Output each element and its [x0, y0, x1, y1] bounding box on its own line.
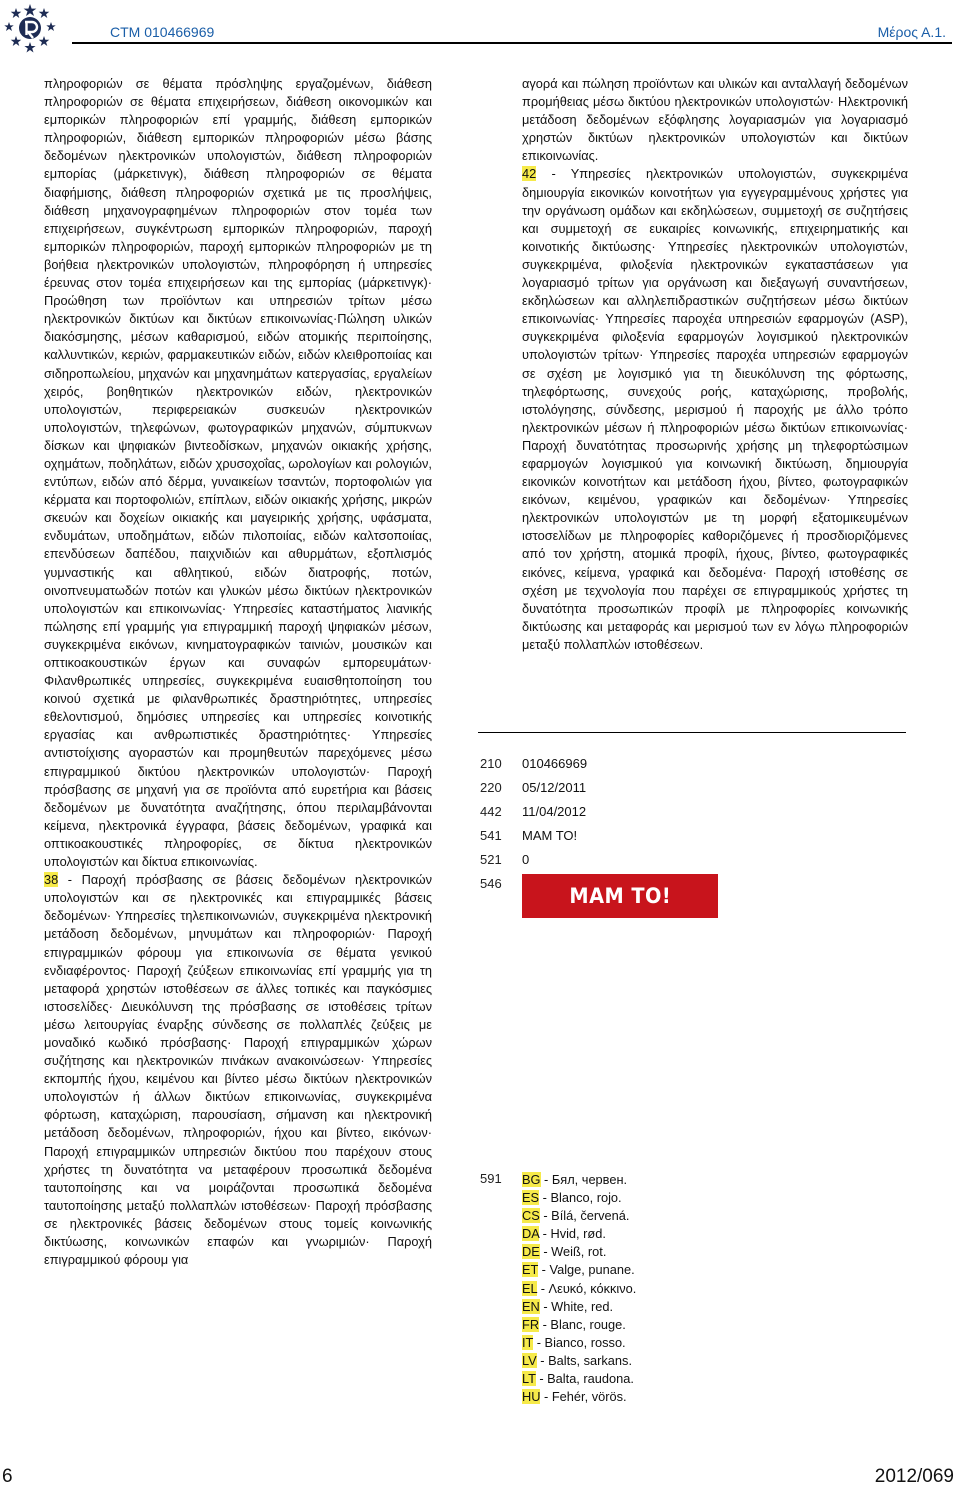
language-code: CS: [522, 1208, 540, 1224]
class42-entry: [522, 165, 908, 654]
color-text: - Бял, червен.: [540, 1172, 628, 1187]
language-code: ET: [522, 1262, 539, 1278]
color-text: - Bianco, rosso.: [533, 1334, 626, 1350]
field-code: 546: [480, 876, 502, 891]
color-entry: [522, 1243, 782, 1261]
colors-claimed-list: [522, 1171, 782, 1406]
color-entry: [522, 1261, 782, 1279]
field-value: 05/12/2011: [522, 780, 587, 795]
color-text: - Valge, punane.: [538, 1262, 635, 1278]
color-entry: [522, 1370, 782, 1388]
color-text: - Balta, raudona.: [535, 1371, 634, 1387]
field-value: 0: [522, 852, 530, 867]
field-code: 442: [480, 804, 502, 819]
field-code: 220: [480, 780, 502, 795]
bulletin-issue: 2012/069: [874, 1466, 954, 1487]
field-code: 521: [480, 852, 502, 867]
language-code: HU: [522, 1389, 541, 1405]
class42-number: 42: [522, 166, 537, 182]
class38-number: 38: [44, 872, 59, 888]
language-code: BG: [522, 1172, 541, 1187]
color-text: - Λευκό, κόκκινο.: [537, 1280, 637, 1296]
left-column: [44, 75, 432, 1415]
language-code: DA: [522, 1226, 540, 1242]
field-code: 210: [480, 756, 502, 771]
color-text: - Blanc, rouge.: [539, 1316, 626, 1332]
page-number: 6: [2, 1466, 13, 1487]
language-code: ES: [522, 1190, 540, 1206]
class38-text: - Παροχή πρόσβασης σε βάσεις δεδομένων ηλεκτρονικών υπολογιστών και σε ηλεκτρονικές και επιγραμμικές βάσεις δεδομένων· Υπηρεσίες τηλεπικοινωνιών, συγκεκριμένα ηλεκτρονική μετάδοση δεδομένων, μηνυμάτων και πληροφοριών· Παροχή επιγραμμικών φόρουμ για επικοινωνία σε θέματα γενικού ενδιαφέροντος· Παροχή ζεύξεων επικοινωνίας επί γραμμής για τη μεταφορά χρηστών ιστοθέσεων σε άλλες τοπικές και παγκόσμιες ιστοσελίδες· Διευκόλυνση της πρόσβασης σε ιστοθέσεις τρίτων μέσω λειτουργίας έναρξης σύνδεσης σε πολλαπλές ζεύξεις με μοναδικό κωδικό πρόσβασης· Παροχή επιγραμμικών χώρων συζήτησης και ηλεκτρονικών πινάκων ανακοινώσεων· Υπηρεσίες εκπομπής ήχου, κειμένου και βίντεο μέσω δικτύων ηλεκτρονικών υπολογιστών ή άλλων δικτύων επικοινωνίας, συγκεκριμένα φόρτωση, καταχώριση, παρουσίαση, σήμανση και ηλεκτρονική μετάδοση δεδομένων, πληροφοριών, ήχου και βίντεο, εικόνων· Παροχή επιγραμμικών υπηρεσιών δικτύου που παρέχουν στους χρήστες τη δυνατότητα να μεταφέρουν προσωπικά δεδομένα ταυτοποίησης και να μοιράζονται προσωπικά δεδομένα ταυτοποίησης μεταξύ πολλαπλών ιστοθέσεων· Παροχή πρόσβασης σε ηλεκτρονικές βάσεις δεδομένων στους τομείς κοινωνικής δικτύωσης, κοινωνικών επαφών και γνωριμιών· Παροχή επιγραμμικού φόρουμ για: [44, 872, 432, 1268]
class38-entry: [44, 871, 432, 1269]
color-text: - Fehér, vörös.: [540, 1389, 627, 1405]
class38-continuation: αγορά και πώληση προϊόντων και υλικών και ανταλλαγή δεδομένων προμήθειας μέσω δικτύου ηλεκτρονικών υπολογιστών· Ηλεκτρονική μετάδοση δεδομένων εξόφλησης λογαριασμών για λογαριασμό χρηστών δικτύων ηλεκτρονικών υπολογιστών και δικτύων επικοινωνίας.: [522, 76, 908, 164]
color-entry: [522, 1189, 782, 1207]
color-entry: [522, 1298, 782, 1316]
language-code: LT: [522, 1371, 536, 1387]
color-text: - White, red.: [539, 1298, 614, 1314]
color-text: - Balts, sarkans.: [536, 1352, 632, 1368]
field-value: MAM TO!: [522, 828, 578, 843]
color-entry: [522, 1207, 782, 1225]
color-text: - Hvid, rød.: [539, 1226, 606, 1242]
color-text: - Bílá, červená.: [539, 1208, 630, 1224]
color-entry: [522, 1316, 782, 1334]
language-code: EL: [522, 1280, 538, 1296]
language-code: LV: [522, 1352, 537, 1368]
color-entry: [522, 1388, 782, 1406]
language-code: EN: [522, 1298, 540, 1314]
class35-continuation: πληροφοριών σε θέματα πρόσληψης εργαζομένων, διάθεση πληροφοριών σε θέματα επιχειρήσεων, διάθεση οικονομικών και εμπορικών πληροφοριών επί γραμμής, διάθεση εμπορικών πληροφοριών, διάθεση εμπορικών πληροφοριών μέσω βάσης δεδομένων ηλεκτρονικών υπολογιστών, διάθεση πληροφοριών εμπορίας (μάρκετινγκ), διάθεση πληροφοριών σε θέματα διαφήμισης, διάθεση πληροφοριών σχετικά με τις προσλήψεις, διάθεση μηχανογραφημένων πληροφοριών στον τομέα των επιχειρήσεων, συγκέντρωση εμπορικών πληροφοριών, παροχή εμπορικών πληροφοριών, παροχή εμπορικών πληροφοριών με τη βοήθεια ηλεκτρονικών υπολογιστών, πληροφόρηση ή υπηρεσίες έρευνας στον τομέα επιχειρήσεων και της εμπορίας (μάρκετινγκ)· Προώθηση των προϊόντων και υπηρεσιών τρίτων μέσω ηλεκτρονικών δικτύων και δικτύων επικοινωνίας·Πώληση υλικών διακόσμησης, μέσων καθαρισμού, ειδών ατομικής περιποίησης, καλλυντικών, κεριών, φαρμακευτικών ειδών, ειδών κλειθροποιίας και σιδηροπωλείου, μηχανών και μηχανημάτων κατεργασίας, εργαλείων χειρός, βοηθητικών ηλεκτρονικών ειδών, ηλεκτρονικών υπολογιστών, περιφερειακών συσκευών ηλεκτρονικών υπολογιστών, τηλεφώνων, φωτογραφικών μηχανών, σύμπυκνων δίσκων και ψηφιακών βιντεοδίσκων, μηχανών οικιακής χρήσης, οχημάτων, ποδηλάτων, ειδών χρυσοχοΐας, ωρολογίων και ρολογιών, εντύπων, ειδών από δέρμα, γυναικείων τσαντών, πορτοφολιών για κέρματα και πορτοφολιών, επίπλων, ειδών οικιακής χρήσης, μικρών σκευών και δοχείων οικιακής και μαγειρικής χρήσης, υφάσματα, ενδυμάτων, υποδημάτων, ειδών πιλοποιίας, ειδών καλτσοποιίας, επενδύσεων δαπέδου, παιχνιδιών και αθυρμάτων, εξοπλισμός γυμναστικής και αθλητικού, ειδών διατροφής, ποτών, οινοπνευματωδών ποτών και γλυκών μέσω δικτύων ηλεκτρονικών υπολογιστών και επικοινωνίας· Υπηρεσίες καταστήματος λιανικής πώλησης επί γραμμής για επιγραμμική παροχή ψηφιακών μέσων, συγκεκριμένα εικόνων, κινηματογραφικών ταινιών, μουσικών και οπτικοακουστικών έργων και συναφών εμπορευμάτων· Φιλανθρωπικές υπηρεσίες, συγκεκριμένα ευαισθητοποίηση του κοινού σχετικά με φιλανθρωπικές δραστηριότητες, υπηρεσίες εθελοντισμού, δημόσιες υπηρεσίες και υπηρεσίες κοινοτικής εργασίας και ανθρωπιστικές δραστηριότητες· Υπηρεσίες αντιστοίχισης αγοραστών και προμηθευτών παρεχόμενες μέσω επιγραμμικού δικτύου ηλεκτρονικών υπολογιστών· Παροχή πρόσβασης σε μηχανή για σε προϊόντα από ευρετήρια και βάσεις δεδομένων με δυνατότητα αναζήτησης, όπου περιλαμβάνονται κείμενα, ηλεκτρονικά έγγραφα, βάσεις δεδομένων, γραφικά και οπτικοακουστικές πληροφορίες, σε δίκτυα ηλεκτρονικών υπολογιστών και δίκτυα επικοινωνίας.: [44, 76, 432, 870]
language-code: FR: [522, 1316, 540, 1332]
header-rule: [72, 42, 952, 44]
color-entry: [522, 1225, 782, 1243]
class42-text: - Υπηρεσίες ηλεκτρονικών υπολογιστών, συγκεκριμένα δημιουργία εικονικών κοινοτήτων για εγγεγραμμένους χρήστες για την οργάνωση ομάδων και εκδηλώσεων, συμμετοχή σε συζητήσεις και συμμετοχή σε ευκαιρίες κοινωνικής, επιχειρηματικής και κοινοτικής δικτύωσης· Υπηρεσίες ηλεκτρονικών υπολογιστών, συγκεκριμένα, φιλοξενία ηλεκτρονικών εγκαταστάσεων για λογαριασμό τρίτων για οργάνωση και διεξαγωγή συναντήσεων, εκδηλώσεων και αλληλεπιδραστικών συζητήσεων μέσω δικτύων επικοινωνίας· Υπηρεσίες παροχέα υπηρεσιών εφαρμογών (ASP), συγκεκριμένα φιλοξενία εφαρμογών λογισμικού ηλεκτρονικών υπολογιστών τρίτων· Υπηρεσίες παροχέα υπηρεσιών εφαρμογών σε σχέση με λογισμικό για τη διευκόλυνση της φόρτωσης, τηλεφόρτωσης, συνεχούς ροής, καταχώρισης, προβολής, ιστολόγησης, σύνδεσης, μερισμού ή παροχής με άλλο τρόπο ηλεκτρονικών μέσων ή πληροφοριών μέσω δικτύων επικοινωνίας· Παροχή δυνατότητας προσωρινής χρήσης μη τηλεφορτώσιμων εφαρμογών λογισμικού για κοινωνική δικτύωση, δημιουργία εικονικών κοινοτήτων και μετάδοση ήχου, βίντεο, φωτογραφικών εικόνων, κειμένου, γραφικών και δεδομένων· Υπηρεσίες ηλεκτρονικών υπολογιστών με τη μορφή εξατομικευμένων ιστοσελίδων με πληροφορίες καθοριζόμενες ή προσδιοριζόμενες από τον χρήστη, ατομικά προφίλ, ήχους, βίντεο, φωτογραφικές εικόνες, κείμενα, γραφικά και δεδομένα· Παροχή ιστοθέσης σε σχέση με τεχνολογία που παρέχει σε επιγραμμικούς χρήστες τη δυνατότητα προσωπικών προφίλ με πληροφορίες κοινωνικής δικτύωσης και μεταφοράς και μερισμού των εν λόγω πληροφοριών μεταξύ πολλαπλών ιστοθέσεων.: [522, 166, 908, 652]
ohim-logo-icon: [4, 2, 56, 54]
color-entry: [522, 1352, 782, 1370]
section-divider: [478, 732, 906, 733]
color-entry: [522, 1280, 782, 1298]
field-code: 541: [480, 828, 502, 843]
color-text: - Weiß, rot.: [539, 1244, 607, 1260]
page-header: [0, 0, 960, 62]
trademark-image-text: MAM TO!: [569, 884, 671, 908]
language-code: DE: [522, 1244, 540, 1260]
color-text: - Blanco, rojo.: [539, 1190, 622, 1206]
language-code: IT: [522, 1334, 534, 1350]
bulletin-part: Μέρος Α.1.: [877, 24, 946, 40]
field-value: 010466969: [522, 756, 588, 771]
field-value: 11/04/2012: [522, 804, 587, 819]
document-reference: CTM 010466969: [110, 24, 215, 40]
colors-field-code: 591: [480, 1171, 502, 1186]
color-entry: [522, 1334, 782, 1352]
trademark-image: [522, 874, 718, 918]
right-column: [522, 75, 908, 715]
color-entry: [522, 1171, 782, 1189]
